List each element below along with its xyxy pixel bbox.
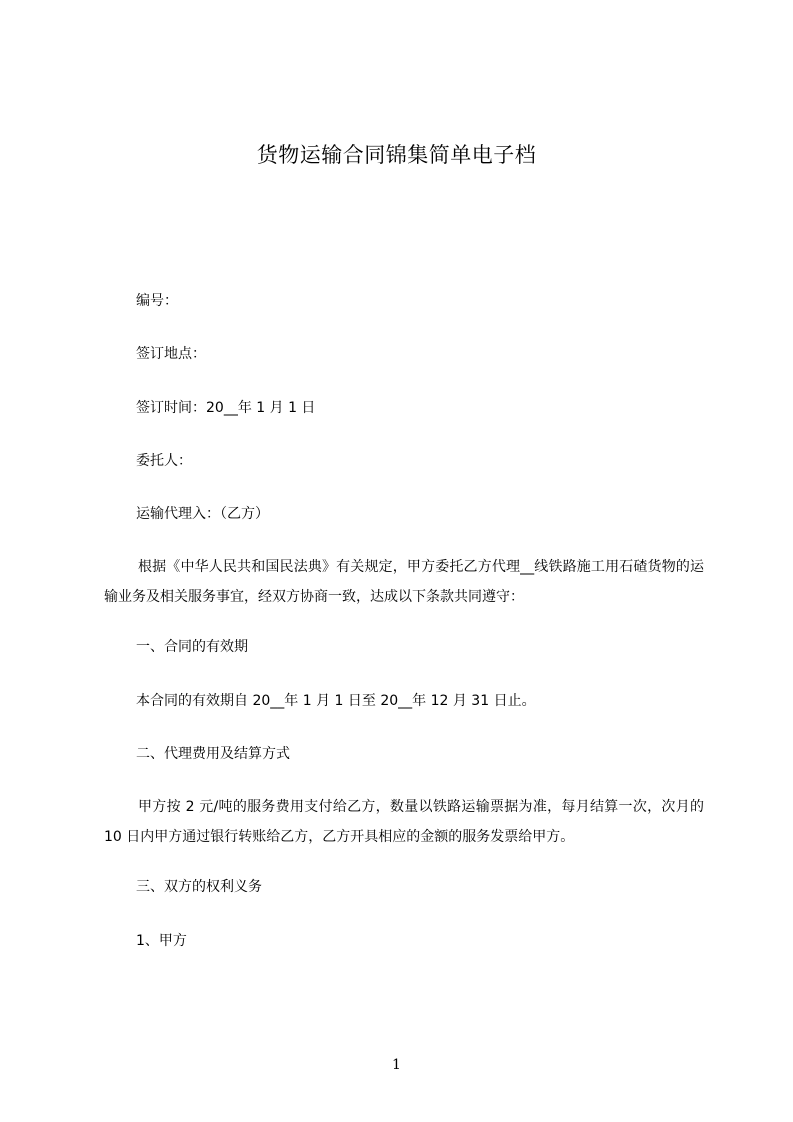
intro-paragraph: 根据《中华人民共和国民法典》有关规定，甲方委托乙方代理__线铁路施工用石碴货物的运输业务及相关服务事宜，经双方协商一致，达成以下条款共同遵守： [104,559,704,605]
section-2-heading: 二、代理费用及结算方式 [136,746,290,762]
section-1-body: 本合同的有效期自 20__年 1 月 1 日至 20__年 12 月 31 日止。 [136,693,536,709]
field-sign-time: 签订时间：20__年 1 月 1 日 [136,400,316,416]
document-title: 货物运输合同锦集简单电子档 [256,143,537,167]
section-1-heading: 一、合同的有效期 [136,639,248,655]
section-3-sub-1: 1、甲方 [136,933,187,949]
section-2-body: 甲方按 2 元/吨的服务费用支付给乙方，数量以铁路运输票据为准，每月结算一次，次月的 10 日内甲方通过银行转账给乙方，乙方开具相应的金额的服务发票给甲方。 [104,799,704,845]
field-number: 编号： [136,293,178,309]
field-client: 委托人： [136,453,192,469]
field-agent: 运输代理入：（乙方） [136,506,269,522]
page-number: 1 [392,1057,401,1073]
field-sign-place: 签订地点： [136,346,206,362]
section-3-heading: 三、双方的权利义务 [136,879,262,895]
